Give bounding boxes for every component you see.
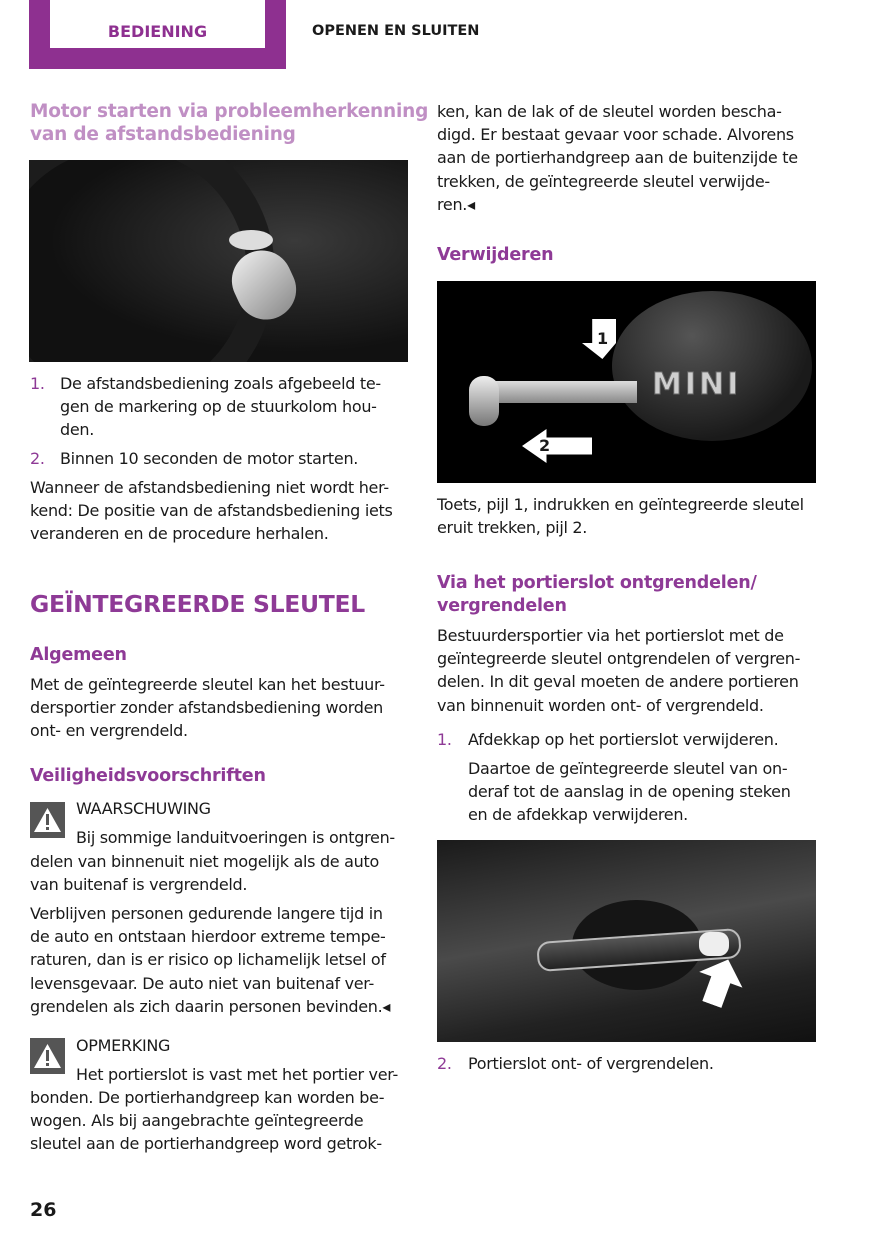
step-text: De afstandsbediening zoals afgebeeld te- gen de markering op de stuurkolom hou- den. <box>60 374 381 440</box>
warning-text: delen van binnenuit niet mogelijk als de auto van buitenaf is vergrendeld. <box>30 852 379 895</box>
arrow-2-label: 2 <box>539 436 551 455</box>
step-number: 1. <box>437 730 452 749</box>
warning-icon <box>30 802 65 838</box>
step-text: Portierslot ont- of vergrendelen. <box>468 1054 714 1073</box>
step-text: Afdekkap op het portierslot verwijderen. <box>468 730 779 749</box>
warning-text: Verblijven personen gedurende langere tijd in de auto en ontstaan hierdoor extreme tempe- raturen, dan is er risico op lichamelijk letsel of levensgevaar. De auto niet van buitenaf ver- grendelen als zich daarin personen bevinden.◂ <box>30 904 391 1016</box>
step-text: Binnen 10 seconden de motor starten. <box>60 449 359 468</box>
heading-veiligheid: Veiligheidsvoorschriften <box>30 766 266 786</box>
step-number: 2. <box>30 449 45 468</box>
chapter-tab <box>29 0 286 69</box>
note-text: ken, kan de lak of de sleutel worden bescha- digd. Er bestaat gevaar voor schade. Alvorens aan de portierhandgreep aan de buitenzijde te trekken, de geïntegreerde sleutel verwijde- ren.◂ <box>437 102 798 214</box>
key-removal-photo <box>437 281 816 483</box>
step-subtext: Daartoe de geïntegreerde sleutel van on- deraf tot de aanslag in de opening steken en de afdekkap verwijderen. <box>468 759 791 825</box>
page-number: 26 <box>30 1199 57 1221</box>
image-caption: Toets, pijl 1, indrukken en geïntegreerde sleutel eruit trekken, pijl 2. <box>437 495 804 538</box>
note-text: Het portierslot is vast met het portier ver- <box>76 1065 398 1084</box>
lock-cap <box>699 932 729 956</box>
paragraph: Wanneer de afstandsbediening niet wordt her- kend: De positie van de afstandsbediening iets veranderen en de procedure herhalen. <box>30 478 393 544</box>
note-label: OPMERKING <box>76 1036 171 1055</box>
chapter-title: BEDIENING <box>50 0 265 48</box>
arrow-2-icon <box>522 429 592 463</box>
arrow-1-label: 1 <box>597 329 609 348</box>
heading-portierslot: Via het portierslot ontgrendelen/ vergrendelen <box>437 573 757 616</box>
paragraph: Bestuurdersportier via het portierslot met de geïntegreerde sleutel ontgrendelen of vergren- delen. In dit geval moeten de andere portieren van binnenuit worden ont- of vergrendeld. <box>437 626 801 715</box>
warning-label: WAARSCHUWING <box>76 799 211 818</box>
note-text: bonden. De portierhandgreep kan worden be- wogen. Als bij aangebrachte geïntegreerde sleutel aan de portierhandgreep word getrok- <box>30 1088 385 1154</box>
paragraph: Met de geïntegreerde sleutel kan het bestuur- dersportier zonder afstandsbediening worden ont- en vergrendeld. <box>30 675 385 741</box>
mini-logo: MINI <box>652 367 742 402</box>
door-handle-photo <box>437 840 816 1042</box>
steering-column-photo <box>29 160 408 362</box>
step-number: 2. <box>437 1054 452 1073</box>
heading-motor-starten: Motor starten via probleemherkenning van de afstandsbediening <box>30 101 429 145</box>
key-blade <box>477 381 637 403</box>
section-title: OPENEN EN SLUITEN <box>312 23 480 39</box>
heading-algemeen: Algemeen <box>30 645 127 665</box>
heading-verwijderen: Verwijderen <box>437 245 554 265</box>
note-icon <box>30 1038 65 1074</box>
section-heading: GEÏNTEGREERDE SLEUTEL <box>30 590 365 618</box>
warning-text: Bij sommige landuitvoeringen is ontgren- <box>76 828 395 847</box>
step-number: 1. <box>30 374 45 393</box>
